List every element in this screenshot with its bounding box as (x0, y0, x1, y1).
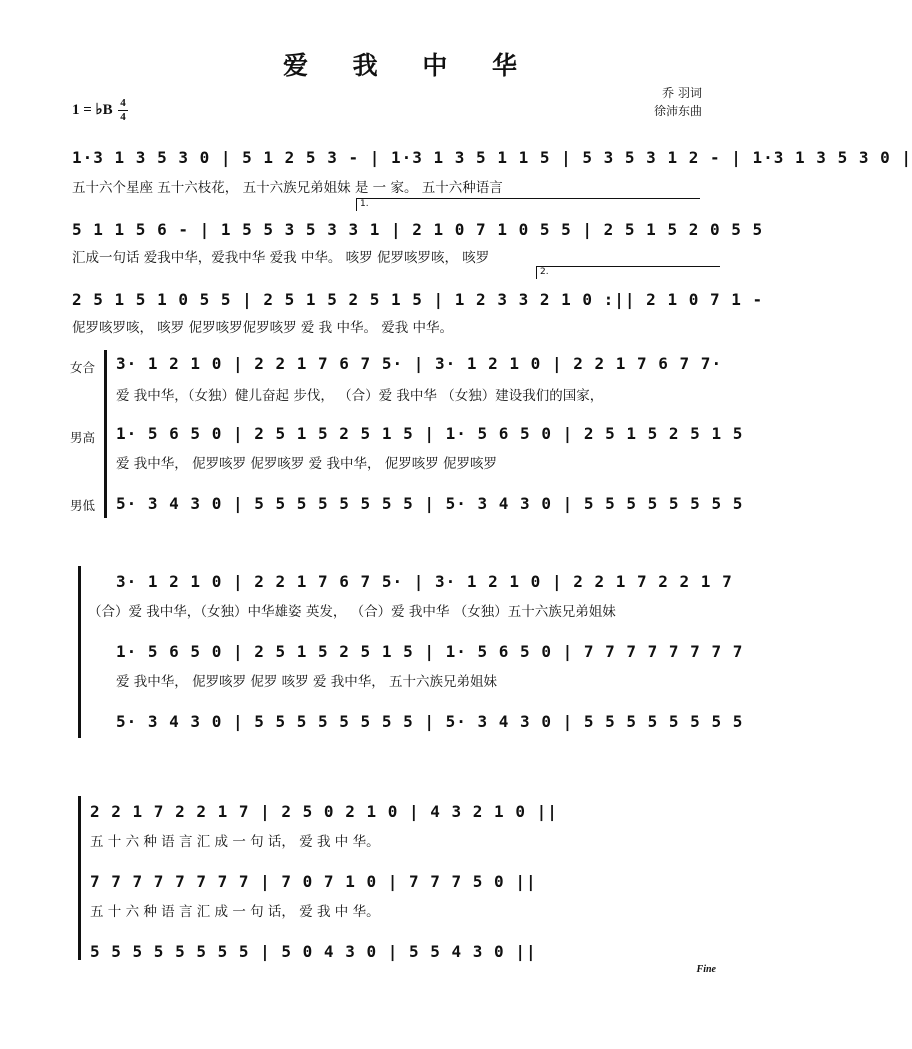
lyric-line-1: 五十六个星座 五十六枝花， 五十六族兄弟姐妹 是 一 家。 五十六种语言 (72, 180, 503, 196)
chorus1-tenor-notes: 1· 5 6 5 0 | 2 5 1 5 2 5 1 5 | 1· 5 6 5 0 | 2 5 1 5 2 5 1 5 (116, 424, 744, 443)
chorus3-female-notes: 2 2 1 7 2 2 1 7 | 2 5 0 2 1 0 | 4 3 2 1 0 || (90, 802, 558, 821)
chorus2-tenor-lyric: 爱 我中华， 伲罗咳罗 伲罗 咳罗 爱 我中华， 五十六族兄弟姐妹 (116, 674, 498, 690)
chorus2-tenor-notes: 1· 5 6 5 0 | 2 5 1 5 2 5 1 5 | 1· 5 6 5 0 | 7 7 7 7 7 7 7 7 (116, 642, 744, 661)
voice-label-female: 女合 (70, 360, 96, 375)
voice-label-bass: 男低 (70, 498, 96, 513)
chorus3-bass-notes: 5 5 5 5 5 5 5 5 | 5 0 4 3 0 | 5 5 4 3 0 || (90, 942, 537, 961)
chorus2-female-lyric: （合）爱 我中华，（女独）中华雄姿 英发， （合）爱 我中华 （女独）五十六族兄弟姐妹 (88, 604, 616, 620)
chorus3-tenor-notes: 7 7 7 7 7 7 7 7 | 7 0 7 1 0 | 7 7 7 5 0 || (90, 872, 537, 891)
chorus1-female-lyric: 爱 我中华，（女独）健儿奋起 步伐， （合）爱 我中华 （女独）建设我们的国家， (116, 388, 604, 404)
lyric-line-2: 汇成一句话 爱我中华，爱我中华 爱我 中华。 咳罗 伲罗咳罗咳， 咳罗 (72, 250, 490, 266)
voice-label-tenor: 男高 (70, 430, 96, 445)
notes-line-1: 1·3 1 3 5 3 0 | 5 1 2 5 3 - | 1·3 1 3 5 1 1 5 | 5 3 5 3 1 2 - | 1·3 1 3 5 3 0 | (72, 148, 912, 167)
page-title: 爱 我 中 华 (282, 51, 536, 80)
composer-credit: 徐沛东曲 (653, 104, 702, 118)
chorus1-tenor-lyric: 爱 我中华， 伲罗咳罗 伲罗咳罗 爱 我中华， 伲罗咳罗 伲罗咳罗 (116, 456, 498, 472)
system-bracket (104, 350, 107, 518)
time-top: 4 (120, 97, 126, 109)
fine-mark: Fine (696, 964, 716, 975)
volta-2: 2. (536, 266, 720, 279)
system-bracket (78, 796, 81, 960)
system-bracket (78, 566, 81, 738)
key-signature: 1 = ♭B (72, 102, 113, 118)
lyric-line-3: 伲罗咳罗咳， 咳罗 伲罗咳罗伲罗咳罗 爱 我 中华。 爱我 中华。 (72, 320, 454, 336)
lyricist-credit: 乔 羽词 (662, 86, 702, 100)
time-bottom: 4 (120, 111, 126, 123)
chorus1-female-notes: 3· 1 2 1 0 | 2 2 1 7 6 7 5· | 3· 1 2 1 0 | 2 2 1 7 6 7 7· (116, 354, 723, 373)
chorus3-tenor-lyric: 五 十 六 种 语 言 汇 成 一 句 话， 爱 我 中 华。 (90, 904, 380, 920)
notes-line-2: 5 1 1 5 6 - | 1 5 5 3 5 3 3 1 | 2 1 0 7 1 0 5 5 | 2 5 1 5 2 0 5 5 (72, 220, 764, 239)
chorus3-female-lyric: 五 十 六 种 语 言 汇 成 一 句 话， 爱 我 中 华。 (90, 834, 380, 850)
chorus1-bass-notes: 5· 3 4 3 0 | 5 5 5 5 5 5 5 5 | 5· 3 4 3 0 | 5 5 5 5 5 5 5 5 (116, 494, 744, 513)
chorus2-female-notes: 3· 1 2 1 0 | 2 2 1 7 6 7 5· | 3· 1 2 1 0 | 2 2 1 7 2 2 1 7 (116, 572, 733, 591)
volta-1: 1. (356, 198, 700, 211)
chorus2-bass-notes: 5· 3 4 3 0 | 5 5 5 5 5 5 5 5 | 5· 3 4 3 0 | 5 5 5 5 5 5 5 5 (116, 712, 744, 731)
notes-line-3: 2 5 1 5 1 0 5 5 | 2 5 1 5 2 5 1 5 | 1 2 3 3 2 1 0 :|| 2 1 0 7 1 - (72, 290, 764, 309)
time-signature (118, 98, 128, 123)
